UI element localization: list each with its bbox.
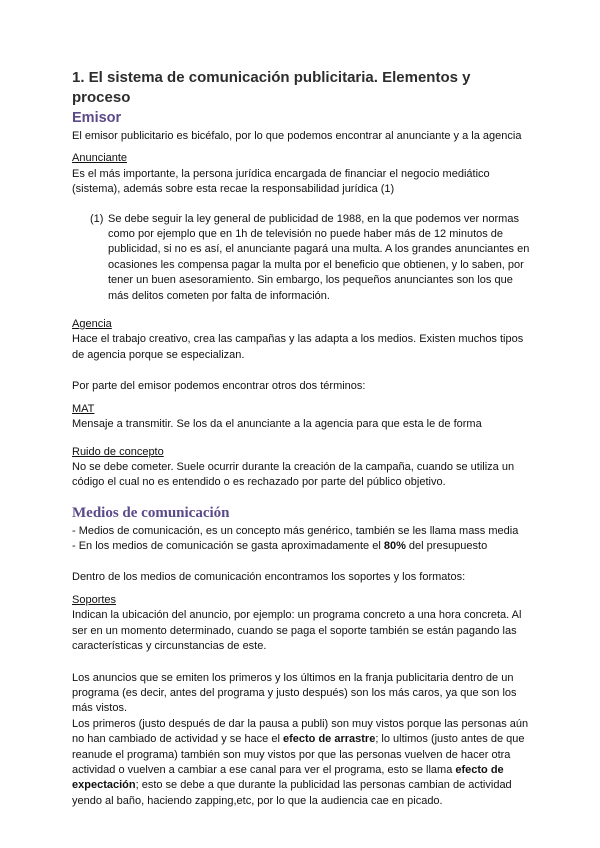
anuncios-paragraph: Los anuncios que se emiten los primeros y los últimos en la franja publicitaria dentro de un programa (es decir, antes del programa y justo después) son los más caros, ya que son los más vistos. (72, 671, 517, 715)
footnote-number: (1) (90, 212, 104, 225)
primeros-paragraph (72, 717, 532, 809)
footnote-text: Se debe seguir la ley general de publicidad de 1988, en la que podemos ver normas como por ejemplo que en 1h de televisión no puede haber más de 12 minutos de publicidad, si no es así, el anunciante pagará una multa. A los grandes anunciantes en ocasiones les compensa pagar la multa por el beneficio que obtienen, y lo saben, por tener un buen asesoramiento. Sin embargo, los pequeños anunciantes son los que más delitos cometen por falta de información. (108, 212, 530, 302)
agencia-text: Hace el trabajo creativo, crea las campañas y las adapta a los medios. Existen muchos tipos de agencia porque se especializan. (72, 333, 524, 361)
bullet-2-bold: 80% (383, 540, 406, 553)
para2-part-a: Los primeros (justo después de dar la pausa a publi) son muy vistos porque las personas aún no han cambiado de actividad y se hace el (72, 717, 529, 746)
footnote-1 (90, 212, 532, 304)
otros-terminos-text: Por parte del emisor podemos encontrar otros dos términos: (72, 380, 366, 393)
heading-medios: Medios de comunicación (72, 504, 230, 521)
soportes-text: Indican la ubicación del anuncio, por ejemplo: un programa concreto a una hora concreta. Al ser en un momento determinado, cuando se paga el soporte también se están pagando las características y circunstancias de este. (72, 609, 522, 653)
medios-bullet-1: - Medios de comunicación, es un concepto más genérico, también se les llama mass media (72, 524, 519, 537)
medios-bullet-2 (72, 539, 532, 554)
efecto-arrastre: efecto de arrastre (282, 733, 376, 746)
dentro-text: Dentro de los medios de comunicación encontramos los soportes y los formatos: (72, 570, 466, 583)
efecto-expectacion: efecto de expectación (72, 764, 504, 792)
subheading-mat: MAT (72, 402, 95, 415)
emisor-intro: El emisor publicitario es bicéfalo, por lo que podemos encontrar al anunciante y a la agencia (72, 130, 522, 142)
bullet-2-end: del presupuesto (405, 540, 488, 553)
subheading-anunciante: Anunciante (72, 152, 128, 165)
subheading-soportes: Soportes (72, 593, 117, 606)
subheading-agencia: Agencia (72, 318, 112, 331)
bullet-2-text: - En los medios de comunicación se gasta aproximadamente el (72, 540, 384, 553)
para2-part-c: ; lo ultimos (justo antes de que reanude el programa) también son muy vistos por que las personas vuelven de hacer otra actividad o vuelven a cambiar a ese canal para ver el programa, esto se llama (72, 733, 525, 776)
subheading-ruido: Ruido de concepto (72, 445, 164, 458)
ruido-text: No se debe cometer. Suele ocurrir durante la creación de la campaña, cuando se utiliza un código el cual no es entendido o es rechazado por parte del público objetivo. (72, 460, 515, 489)
para2-part-e: ; esto se debe a que durante la publicidad las personas cambian de actividad yendo al baño, haciendo zapping,etc, por lo que la audiencia cae en picado. (72, 779, 512, 807)
mat-text: Mensaje a transmitir. Se los da el anunciante a la agencia para que esta le de forma (72, 418, 482, 431)
anunciante-text: Es el más importante, la persona jurídica encargada de financiar el negocio mediático (sistema), además sobre esta recae la responsabilidad jurídica (1) (72, 167, 490, 196)
document-page (72, 68, 532, 809)
page-title: 1. El sistema de comunicación publicitaria. Elementos y proceso (72, 69, 471, 106)
heading-emisor: Emisor (72, 110, 122, 126)
